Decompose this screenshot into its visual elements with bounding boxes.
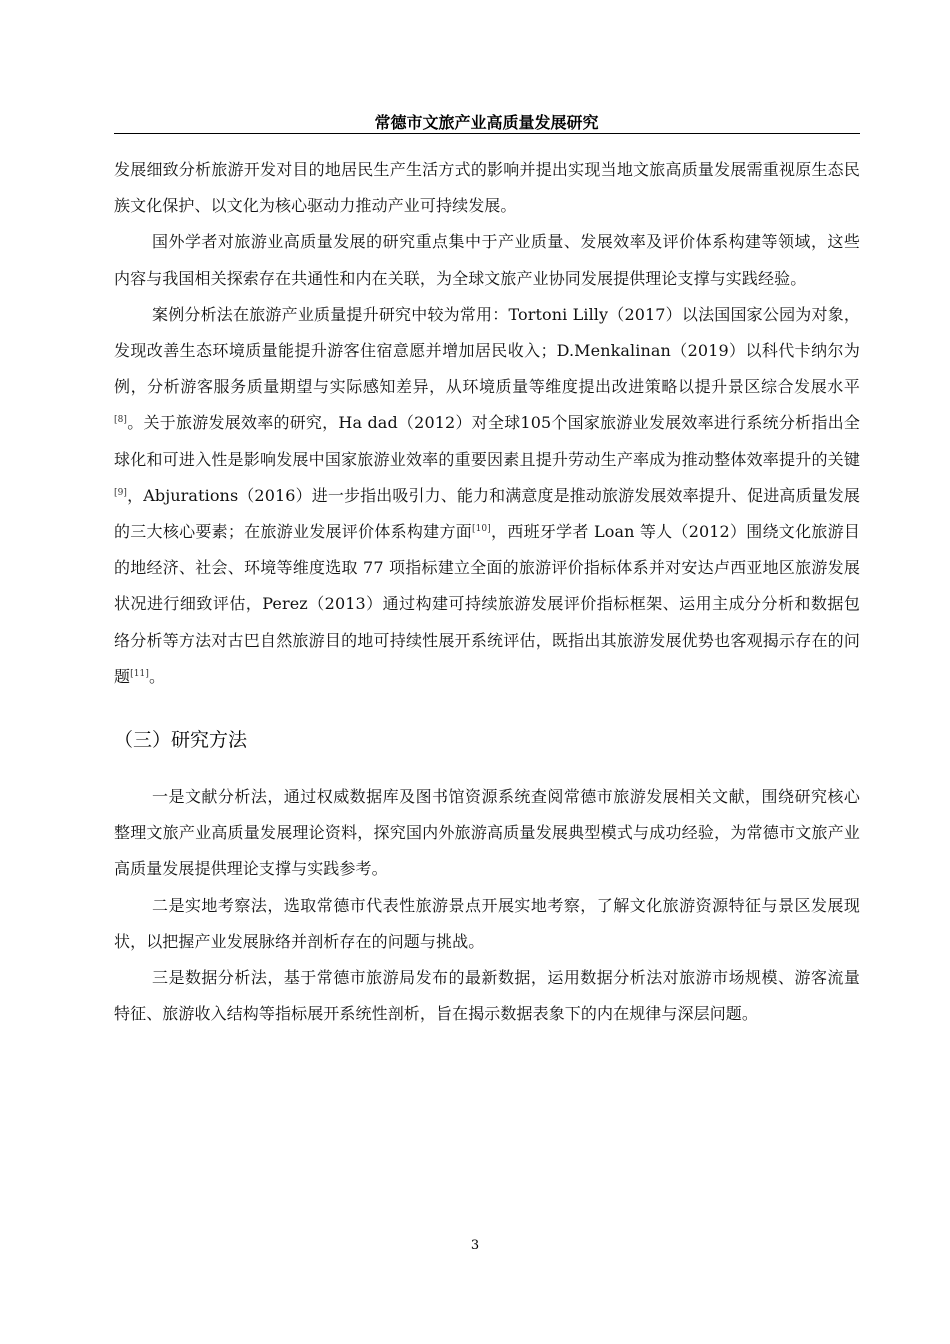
paragraph-text: ，西班牙学者 Loan 等人（2012）围绕文化旅游目的地经济、社会、环境等维度选取 77 项指标建立全面的旅游评价指标体系并对安达卢西亚地区旅游发展状况进行细致评估，Perez（2013）通过构建可持续旅游发展评价指标框架、运用主成分分析和数据包络分析等方法对古巴自然旅游目的地可持续性展开系统评估，既指出其旅游发展优势也客观揭示存在的问题: [114, 522, 860, 686]
paragraph-case-analysis: [114, 297, 860, 695]
paragraph-continued: 发展细致分析旅游开发对目的地居民生产生活方式的影响并提出实现当地文旅高质量发展需重视原生态民族文化保护、以文化为核心驱动力推动产业可持续发展。: [114, 160, 860, 216]
paragraph-field-survey: 二是实地考察法，选取常德市代表性旅游景点开展实地考察，了解文化旅游资源特征与景区发展现状，以把握产业发展脉络并剖析存在的问题与挑战。: [114, 895, 860, 951]
paragraph-text: ，Abjurations（2016）进一步指出吸引力、能力和满意度是推动旅游发展效率提升、促进高质量发展的三大核心要素；在旅游业发展评价体系构建方面: [114, 485, 860, 542]
paragraph-literature-analysis: 一是文献分析法，通过权威数据库及图书馆资源系统查阅常德市旅游发展相关文献，围绕研究核心整理文旅产业高质量发展理论资料，探究国内外旅游高质量发展典型模式与成功经验，为常德市文旅产业高质量发展提供理论支撑与实践参考。: [114, 787, 860, 879]
citation-9: [9]: [114, 487, 128, 498]
citation-8: [8]: [114, 415, 128, 426]
paragraph-text: 案例分析法在旅游产业质量提升研究中较为常用：Tortoni Lilly（2017）以法国国家公园为对象，发现改善生态环境质量能提升游客住宿意愿并增加居民收入；D.Menkalinan（2019）以科代卡纳尔为例，分析游客服务质量期望与实际感知差异，从环境质量等维度提出改进策略以提升景区综合发展水平: [114, 304, 860, 397]
section-heading-research-methods: （三）研究方法: [114, 729, 248, 752]
running-header-title: 常德市文旅产业高质量发展研究: [374, 113, 599, 132]
citation-11: [11]: [130, 668, 149, 679]
page-number: 3: [470, 1238, 480, 1253]
body-text: [114, 152, 860, 1032]
header-rule: [114, 133, 860, 134]
paragraph-text: 。: [148, 666, 166, 686]
paragraph-text: 。关于旅游发展效率的研究，Ha dad（2012）对全球105个国家旅游业发展效率进行系统分析指出全球化和可进入性是影响发展中国家旅游业效率的重要因素且提升劳动生产率成为推动整体效率提升的关键: [114, 413, 860, 469]
paragraph-foreign-research: 国外学者对旅游业高质量发展的研究重点集中于产业质量、发展效率及评价体系构建等领域，这些内容与我国相关探索存在共通性和内在关联，为全球文旅产业协同发展提供理论支撑与实践经验。: [114, 232, 860, 288]
paragraph-data-analysis: 三是数据分析法，基于常德市旅游局发布的最新数据，运用数据分析法对旅游市场规模、游客流量特征、旅游收入结构等指标展开系统性剖析，旨在揭示数据表象下的内在规律与深层问题。: [114, 968, 860, 1024]
citation-10: [10]: [471, 524, 491, 535]
